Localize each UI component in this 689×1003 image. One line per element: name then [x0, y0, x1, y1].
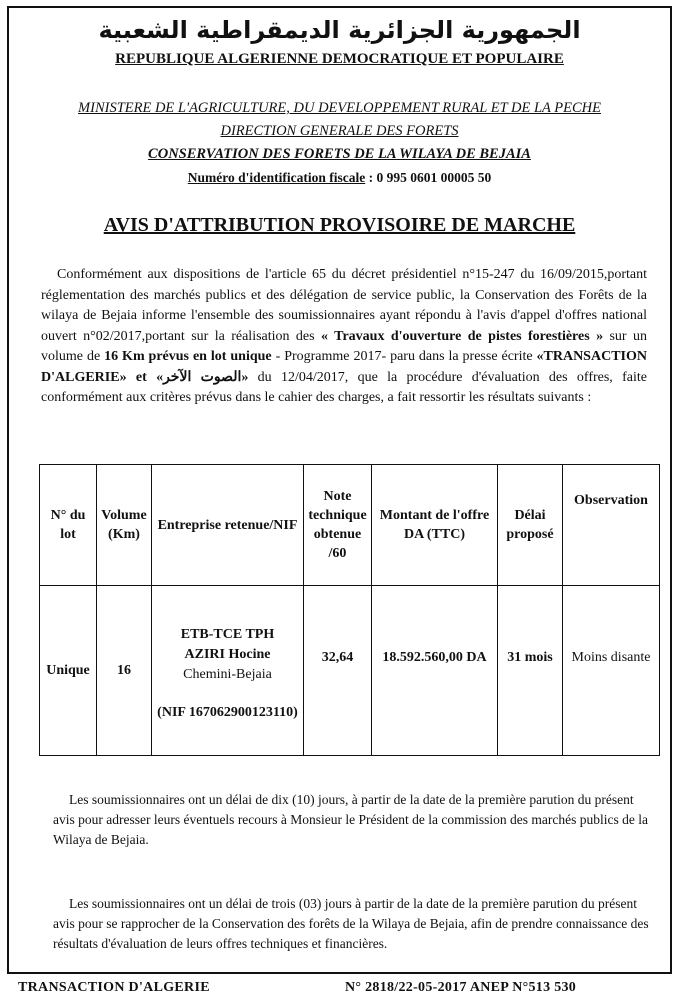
header-company: Entreprise retenue/NIF [152, 465, 304, 586]
intro-text-3: - Programme 2017- paru dans la presse écrite [271, 349, 537, 364]
cell-volume: 16 [97, 586, 152, 756]
tax-id-label: Numéro d'identification fiscale [187, 170, 366, 185]
notice-title: AVIS D'ATTRIBUTION PROVISOIRE DE MARCHE [103, 214, 576, 236]
notice-frame [7, 6, 672, 974]
cell-amount: 18.592.560,00 DA [372, 586, 498, 756]
intro-press-2: «الصوت الآخر» [156, 369, 249, 385]
company-city: Chemini-Bejaia [183, 667, 272, 682]
table-header-row [40, 465, 660, 586]
ministry-title: MINISTERE DE L'AGRICULTURE, DU DEVELOPPEMENT RURAL ET DE LA PECHE [78, 100, 601, 116]
results-table [39, 464, 660, 756]
conservation-title: CONSERVATION DES FORETS DE LA WILAYA DE BEJAIA [148, 146, 531, 162]
intro-text-4: et [126, 369, 157, 385]
header-amount: Montant de l'offre DA (TTC) [372, 465, 498, 586]
footer-publication: TRANSACTION D'ALGERIE [18, 980, 210, 995]
company-nif: (NIF 167062900123110) [157, 705, 298, 720]
intro-volume: 16 Km prévus en lot unique [104, 349, 272, 364]
intro-press-1: «TRANSACTION D'ALGERIE» [41, 349, 647, 385]
cell-company [152, 586, 304, 756]
arabic-republic-title: الجمهورية الجزائرية الديمقراطية الشعبية [98, 16, 581, 44]
intro-works: « Travaux d'ouverture de pistes forestières » [321, 328, 604, 344]
footer-reference: N° 2818/22-05-2017 ANEP N°513 530 [345, 980, 577, 995]
appeal-paragraph [53, 790, 653, 850]
intro-text-1: Conformément aux dispositions de l'article 65 du décret présidentiel n°15-247 du 16/09/2015,portant réglementation des marchés publics et des délégation de service public, la Conservation des Forêts de la wilaya de Bejaia informe l'ensemble des soumissionnaires ayant répondu à l'avis d'appel d'offres national ouvert n°02/2017,portant sur la réalisation des [41, 267, 647, 344]
results-text: Les soumissionnaires ont un délai de trois (03) jours à partir de la date de la première parution du présent avis pour se rapprocher de la Conservation des forêts de la Wilaya de Bejaia, afin de prendre connaissance des résultats d'évaluation de leurs offres techniques et financières. [53, 896, 649, 951]
cell-lot: Unique [40, 586, 97, 756]
company-name-1: ETB-TCE TPH [180, 627, 275, 642]
header-score: Note technique obtenue /60 [304, 465, 372, 586]
intro-text-5: du 12/04/2017, que la procédure d'évaluation des offres, faite conformément aux critères prévus dans le cahier des charges, a fait ressortir les résultats suivants : [41, 369, 647, 405]
header-volume: Volume (Km) [97, 465, 152, 586]
tax-id-value: : 0 995 0601 00005 50 [365, 170, 492, 185]
intro-text-2: sur un volume de [41, 328, 647, 364]
header-lot: N° du lot [40, 465, 97, 586]
appeal-text: Les soumissionnaires ont un délai de dix (10) jours, à partir de la date de la première parution du présent avis pour adresser leurs éventuels recours à Monsieur le Président de la commission des marchés publics de la Wilaya de Bejaia. [53, 792, 648, 847]
intro-paragraph [41, 265, 647, 409]
company-name-2: AZIRI Hocine [184, 647, 271, 662]
cell-observation: Moins disante [563, 586, 660, 756]
header-observation: Observation [563, 465, 660, 586]
header-delay: Délai proposé [498, 465, 563, 586]
republic-title: REPUBLIQUE ALGERIENNE DEMOCRATIQUE ET POPULAIRE [115, 51, 564, 67]
tax-id-line [9, 170, 670, 186]
cell-score: 32,64 [304, 586, 372, 756]
table-row [40, 586, 660, 756]
results-paragraph [53, 894, 653, 954]
cell-delay: 31 mois [498, 586, 563, 756]
direction-title: DIRECTION GENERALE DES FORETS [220, 123, 459, 139]
